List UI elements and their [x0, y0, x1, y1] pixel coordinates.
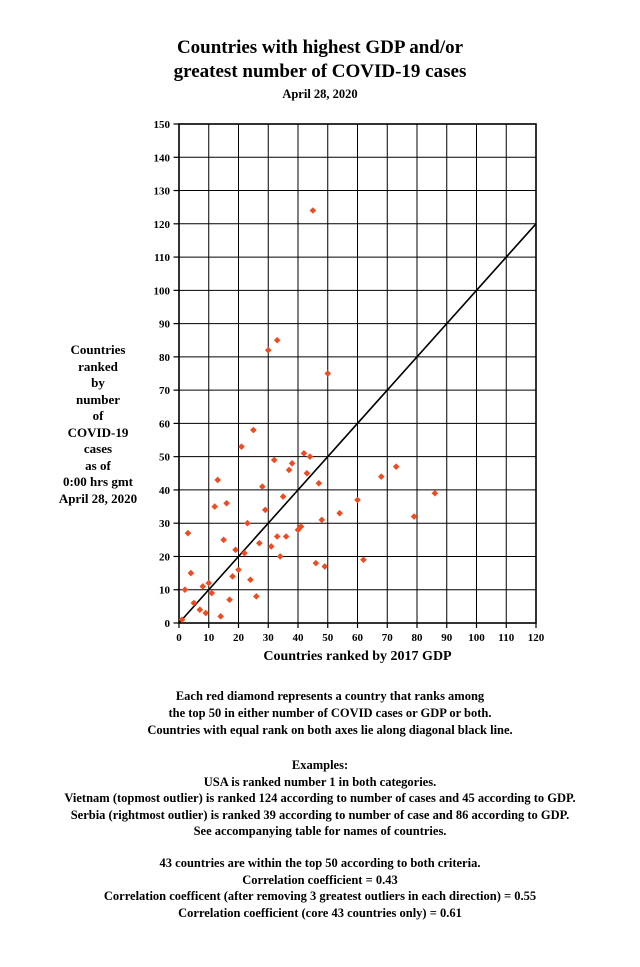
- y-tick-label: 100: [153, 285, 170, 298]
- x-axis-tick-labels: [176, 632, 545, 644]
- data-point-diamond: [432, 490, 439, 497]
- text-line: 43 countries are within the top 50 according to both criteria.: [159, 856, 481, 870]
- x-tick-label: 110: [498, 632, 515, 644]
- data-point-diamond: [214, 477, 221, 484]
- y-tick-label: 130: [153, 185, 170, 198]
- x-tick-label: 20: [233, 632, 244, 644]
- data-point-diamond: [244, 520, 251, 527]
- data-point-diamond: [324, 370, 331, 377]
- text-line: April 28, 2020: [58, 490, 138, 506]
- data-point-diamond: [274, 337, 281, 344]
- title-line-1: Countries with highest GDP and/or: [176, 37, 464, 58]
- y-tick-label: 150: [153, 119, 170, 131]
- title-line-2: greatest number of COVID-19 cases: [173, 61, 467, 82]
- data-point-diamond: [360, 556, 367, 563]
- data-point-diamond: [301, 450, 308, 457]
- examples-block: [0, 757, 640, 840]
- axis-tick-marks: [174, 124, 537, 628]
- y-tick-label: 110: [154, 252, 170, 265]
- x-axis-title: Countries ranked by 2017 GDP: [263, 649, 452, 664]
- data-point-diamond: [304, 470, 311, 477]
- title-date: April 28, 2020: [282, 87, 358, 101]
- data-point-diamond: [277, 553, 284, 560]
- data-point-diamond: [271, 457, 278, 464]
- x-tick-label: 70: [381, 632, 393, 644]
- x-tick-label: 0: [176, 632, 182, 644]
- x-tick-label: 120: [527, 632, 545, 644]
- y-tick-label: 0: [164, 618, 170, 630]
- data-point-diamond: [268, 543, 275, 550]
- data-point-diamond: [283, 533, 290, 540]
- data-point-diamond: [250, 427, 257, 434]
- data-point-diamond: [319, 517, 326, 524]
- grid-lines: [179, 124, 536, 623]
- data-point-diamond: [378, 473, 385, 480]
- data-point-diamond: [265, 347, 272, 354]
- text-line: as of: [85, 457, 111, 473]
- data-point-diamond: [313, 560, 320, 567]
- x-tick-label: 80: [411, 632, 423, 644]
- data-point-diamond: [185, 530, 192, 537]
- text-line: cases: [83, 441, 113, 456]
- data-point-diamond: [411, 513, 418, 520]
- text-line: Serbia (rightmost outlier) is ranked 39 according to number of case and 86 according to GDP.: [70, 807, 570, 822]
- x-tick-label: 50: [322, 632, 334, 644]
- data-point-diamond: [321, 563, 328, 570]
- data-point-diamond: [232, 547, 239, 554]
- data-point-diamond: [223, 500, 230, 507]
- data-point-diamond: [205, 580, 212, 587]
- text-line: Countries: [70, 342, 126, 357]
- data-point-diamond: [182, 586, 189, 593]
- data-point-diamond: [191, 600, 198, 607]
- data-point-diamond: [241, 550, 248, 557]
- data-points: [179, 207, 438, 623]
- data-point-diamond: [217, 613, 224, 620]
- data-point-diamond: [238, 443, 245, 450]
- text-line: USA is ranked number 1 in both categories.: [203, 774, 437, 789]
- text-line: Correlation coefficient = 0.43: [242, 872, 398, 887]
- data-point-diamond: [211, 503, 218, 510]
- y-tick-label: 70: [159, 385, 170, 398]
- data-point-diamond: [393, 463, 400, 470]
- data-point-diamond: [208, 590, 215, 597]
- text-line: Correlation coefficient (core 43 countries only) = 0.61: [178, 905, 462, 920]
- data-point-diamond: [354, 497, 361, 504]
- data-point-diamond: [289, 460, 296, 467]
- data-point-diamond: [235, 566, 242, 573]
- y-tick-label: 50: [159, 451, 170, 464]
- data-point-diamond: [274, 533, 281, 540]
- data-point-diamond: [262, 507, 269, 514]
- caption: [30, 688, 630, 739]
- data-point-diamond: [188, 570, 195, 577]
- text-line: Countries with equal rank on both axes lie along diagonal black line.: [147, 723, 513, 737]
- data-point-diamond: [280, 493, 287, 500]
- y-tick-label: 20: [159, 551, 170, 564]
- y-tick-label: 80: [159, 351, 170, 364]
- y-axis-tick-labels: [154, 119, 171, 630]
- data-point-diamond: [256, 540, 263, 547]
- x-tick-label: 90: [441, 632, 453, 644]
- text-line: See accompanying table for names of countries.: [193, 824, 447, 838]
- text-line: Correlation coefficent (after removing 3 greatest outliers in each direction) = 0.55: [103, 889, 537, 903]
- data-point-diamond: [286, 467, 293, 474]
- data-point-diamond: [197, 606, 204, 613]
- data-point-diamond: [220, 537, 227, 544]
- y-tick-label: 30: [159, 518, 170, 531]
- y-tick-label: 90: [159, 318, 170, 331]
- y-tick-label: 140: [153, 152, 170, 165]
- examples-lines: [0, 774, 640, 840]
- text-line: of: [92, 408, 104, 423]
- x-tick-label: 10: [203, 632, 215, 644]
- x-tick-label: 60: [352, 632, 363, 644]
- y-tick-label: 60: [159, 418, 170, 431]
- data-point-diamond: [200, 583, 207, 590]
- data-point-diamond: [336, 510, 343, 517]
- stats-block: [0, 855, 640, 921]
- data-point-diamond: [247, 576, 254, 583]
- examples-heading: Examples:: [291, 758, 349, 772]
- data-point-diamond: [202, 610, 209, 617]
- data-point-diamond: [226, 596, 233, 603]
- text-line: ranked: [78, 358, 118, 374]
- data-point-diamond: [259, 483, 266, 490]
- data-point-diamond: [229, 573, 236, 580]
- text-line: number: [75, 391, 121, 407]
- data-point-diamond: [307, 453, 314, 460]
- data-point-diamond: [316, 480, 323, 487]
- text-line: Each red diamond represents a country that ranks among: [175, 689, 485, 703]
- text-line: 0:00 hrs gmt: [62, 474, 134, 489]
- text-line: by: [91, 375, 105, 390]
- x-tick-label: 30: [262, 632, 274, 644]
- text-line: the top 50 in either number of COVID cases or GDP or both.: [168, 706, 492, 720]
- y-tick-label: 120: [153, 218, 170, 231]
- text-line: COVID-19: [67, 424, 129, 440]
- data-point-diamond: [253, 593, 260, 600]
- x-tick-label: 100: [468, 632, 485, 644]
- text-line: Vietnam (topmost outlier) is ranked 124 according to number of cases and 45 according to GDP.: [64, 791, 576, 805]
- y-tick-label: 10: [159, 584, 170, 597]
- y-tick-label: 40: [159, 484, 170, 497]
- data-point-diamond: [310, 207, 317, 214]
- x-tick-label: 40: [292, 632, 304, 644]
